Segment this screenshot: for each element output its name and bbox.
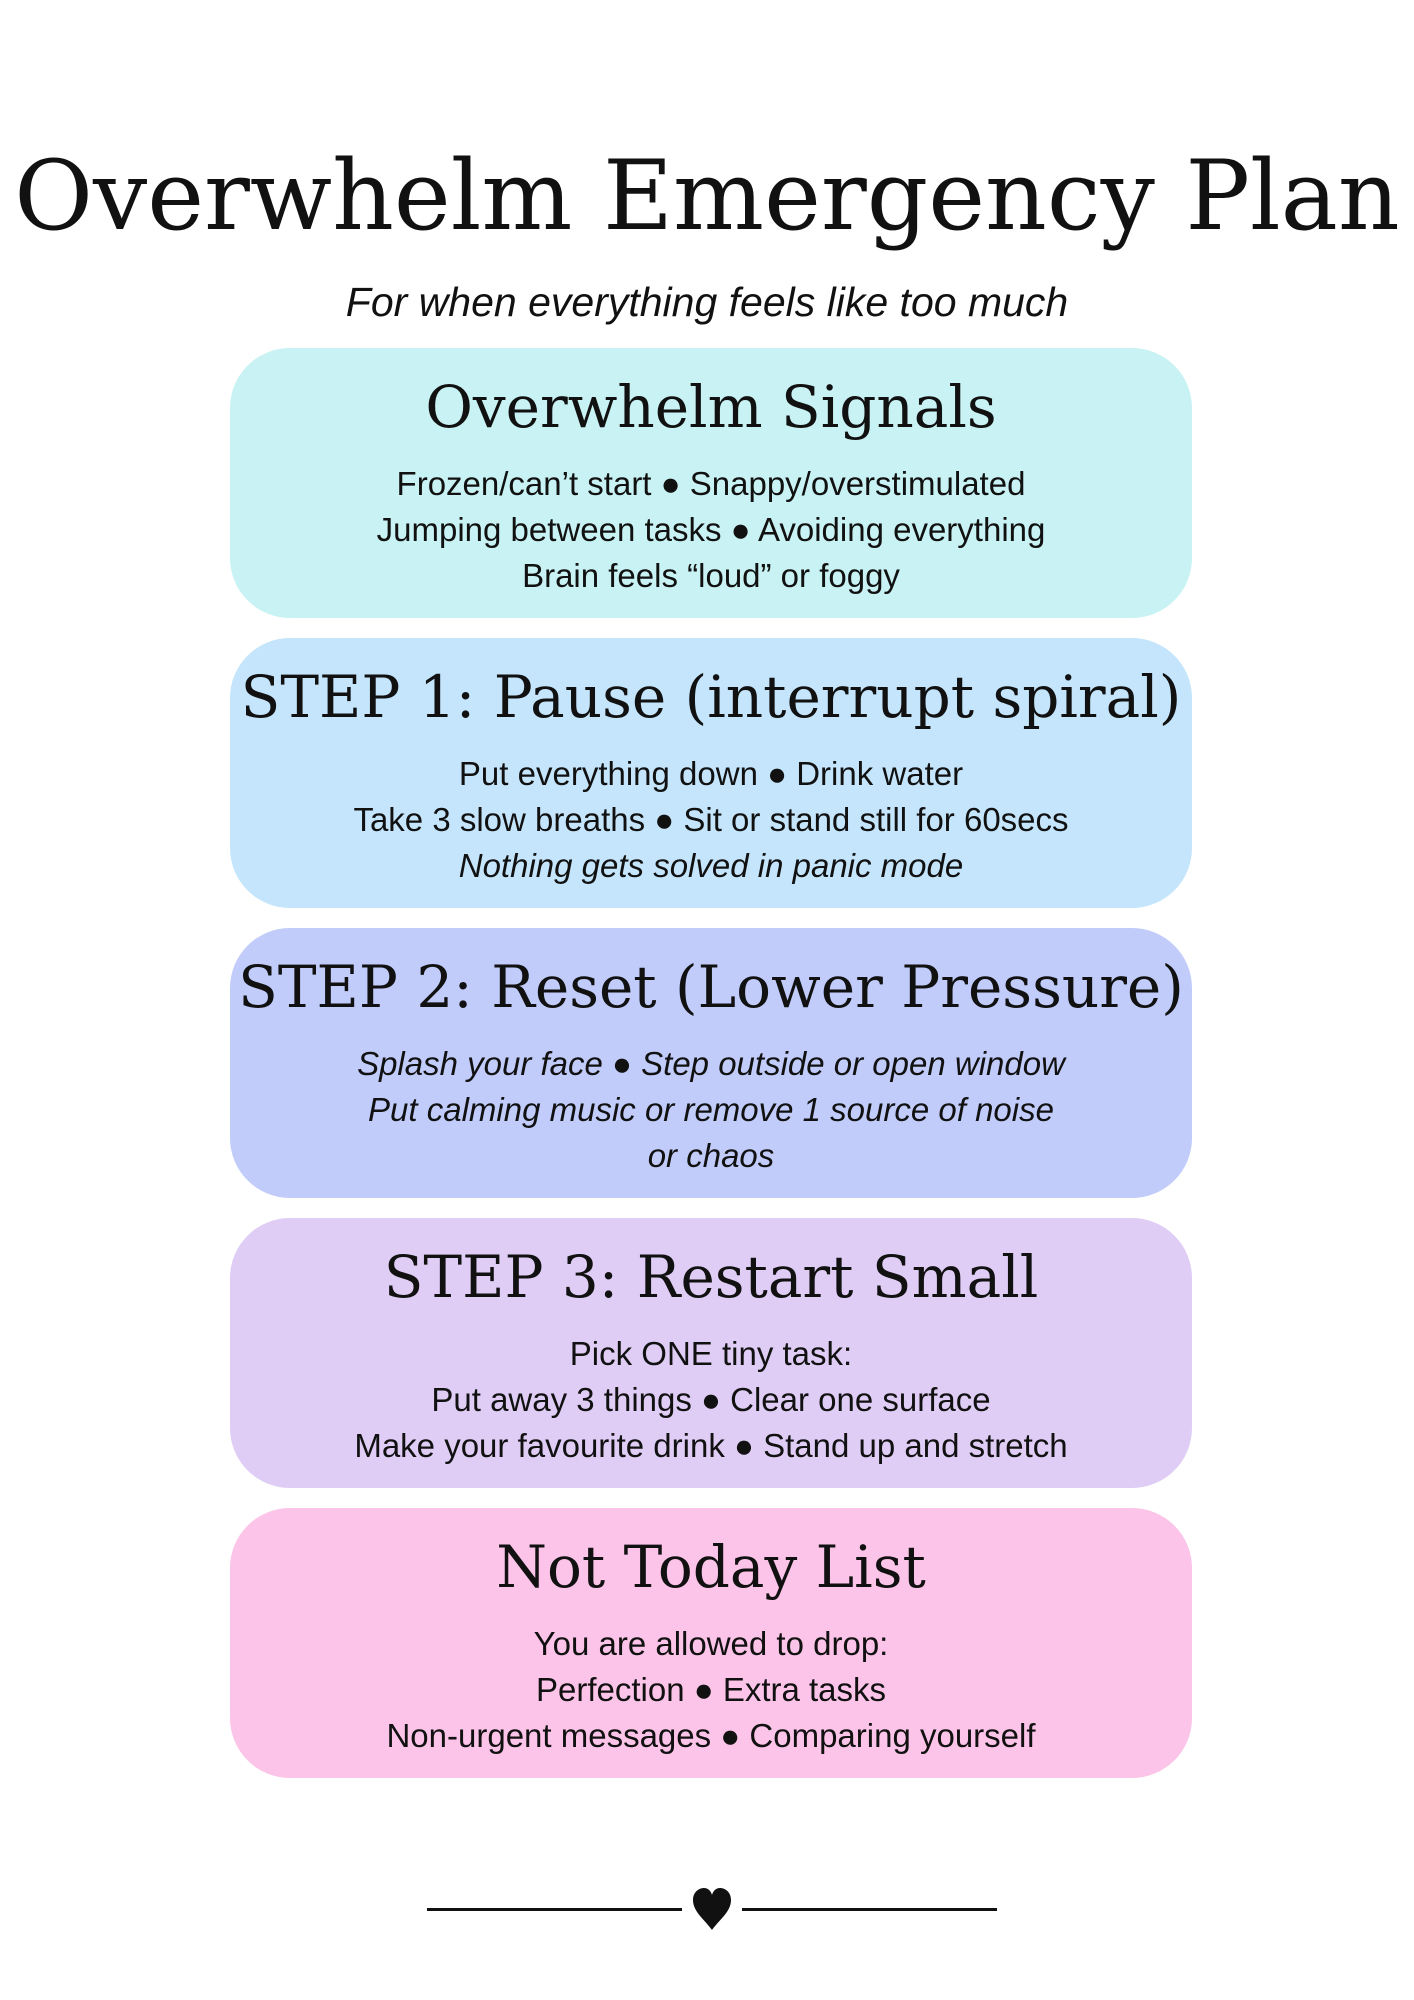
- card-body: [230, 751, 1192, 889]
- page-title: Overwhelm Emergency Plan: [14, 140, 1400, 252]
- card-line: Splash your face ● Step outside or open window: [357, 1045, 1065, 1082]
- card-line: Brain feels “loud” or foggy: [522, 557, 900, 594]
- card-line: Nothing gets solved in panic mode: [458, 847, 964, 884]
- divider-line-right: [742, 1908, 997, 1911]
- card-heading: Overwhelm Signals: [425, 373, 997, 441]
- footer-divider: [427, 1880, 997, 1940]
- card-heading: Not Today List: [496, 1533, 926, 1601]
- card-line: Jumping between tasks ● Avoiding everything: [376, 511, 1046, 548]
- card-line: Make your favourite drink ● Stand up and stretch: [354, 1427, 1068, 1464]
- card-heading: STEP 2: Reset (Lower Pressure): [238, 953, 1184, 1021]
- card-line: Put calming music or remove 1 source of noise: [368, 1091, 1054, 1128]
- card-heading: STEP 3: Restart Small: [383, 1243, 1039, 1311]
- step-2-reset-card: [230, 928, 1192, 1198]
- card-line: Frozen/can’t start ● Snappy/overstimulated: [396, 465, 1026, 502]
- step-3-restart-card: [230, 1218, 1192, 1488]
- step-1-pause-card: [230, 638, 1192, 908]
- card-line: Pick ONE tiny task:: [569, 1335, 853, 1372]
- card-line: You are allowed to drop:: [533, 1625, 889, 1662]
- card-line: Non-urgent messages ● Comparing yourself: [386, 1717, 1036, 1754]
- page-subtitle: For when everything feels like too much: [345, 279, 1069, 325]
- divider-line-left: [427, 1908, 682, 1911]
- card-line: Put away 3 things ● Clear one surface: [431, 1381, 991, 1418]
- card-line: Perfection ● Extra tasks: [535, 1671, 887, 1708]
- overwhelm-signals-card: [230, 348, 1192, 618]
- card-heading: STEP 1: Pause (interrupt spiral): [240, 663, 1182, 731]
- card-body: [230, 1331, 1192, 1469]
- card-line: Take 3 slow breaths ● Sit or stand still for 60secs: [353, 801, 1069, 838]
- card-body: [230, 1621, 1192, 1759]
- card-body: [230, 461, 1192, 599]
- card-line: Put everything down ● Drink water: [458, 755, 964, 792]
- card-line: or chaos: [647, 1137, 775, 1174]
- not-today-list-card: [230, 1508, 1192, 1778]
- heart-icon: [691, 1886, 733, 1932]
- card-body: [230, 1041, 1192, 1179]
